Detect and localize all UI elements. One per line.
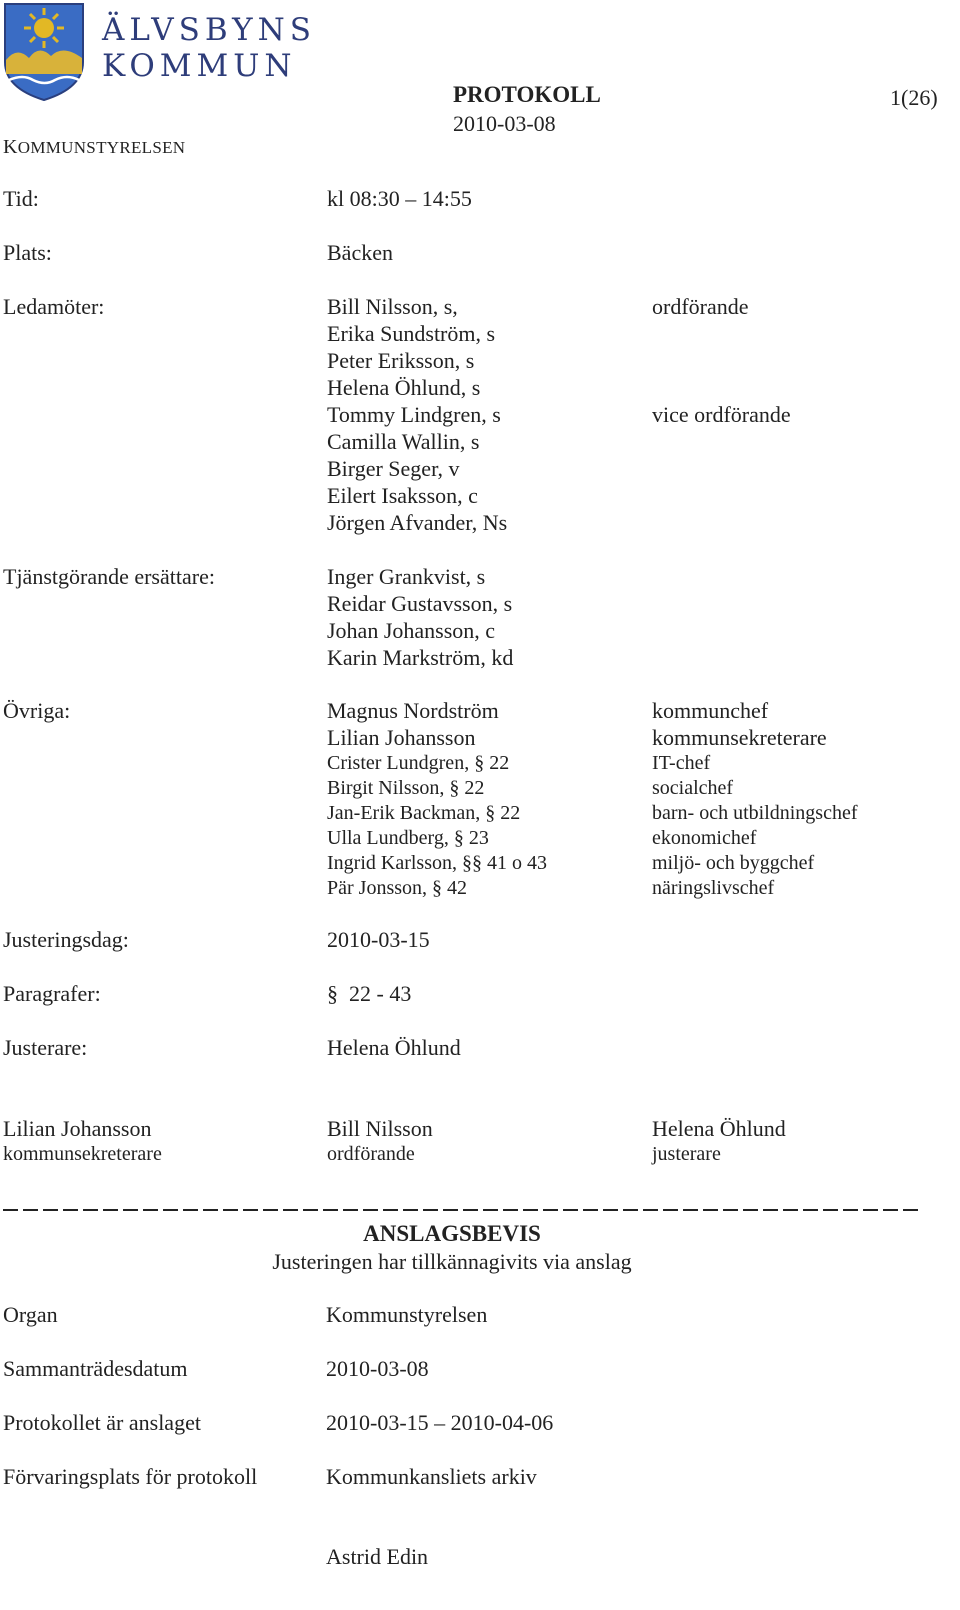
- other-attendee-name: Pär Jonsson, § 42: [327, 877, 468, 899]
- ovriga-label: Övriga:: [3, 698, 71, 723]
- substitute-name: Reidar Gustavsson, s: [327, 591, 513, 616]
- signature-block: [652, 1115, 786, 1167]
- substitute-name: Karin Markström, kd: [327, 645, 514, 670]
- ersattare-list: [327, 563, 513, 671]
- other-attendee-name: Crister Lundgren, § 22: [327, 752, 510, 774]
- anslag-row-value: Kommunkansliets arkiv: [326, 1464, 537, 1489]
- anslag-signer-name: Astrid Edin: [326, 1544, 429, 1569]
- logo-wordmark-line1: ÄLVSBYNS: [102, 12, 316, 48]
- other-attendee-role: socialchef: [652, 777, 734, 799]
- ersattare-label: Tjänstgörande ersättare:: [3, 564, 215, 589]
- municipality-shield-logo: [3, 2, 85, 102]
- member-name: Jörgen Afvander, Ns: [327, 510, 508, 535]
- other-attendee-name: Lilian Johansson: [327, 725, 476, 750]
- ovriga-secondary-roles: [652, 751, 858, 901]
- other-attendee-role: IT-chef: [652, 752, 711, 774]
- page-number: 1(26): [890, 85, 938, 110]
- role-vice-chair: vice ordförande: [652, 402, 791, 427]
- anslag-title: ANSLAGSBEVIS: [363, 1221, 541, 1246]
- document-date: 2010-03-08: [453, 111, 556, 136]
- anslag-row-label: Protokollet är anslaget: [3, 1410, 201, 1435]
- signature-name: Lilian Johansson: [3, 1116, 152, 1141]
- substitute-name: Johan Johansson, c: [327, 618, 496, 643]
- anslag-row-label: Förvaringsplats för protokoll: [3, 1464, 258, 1489]
- signature-role: justerare: [652, 1143, 721, 1165]
- tid-label: Tid:: [3, 186, 39, 211]
- member-name: Peter Eriksson, s: [327, 348, 475, 373]
- member-name: Erika Sundström, s: [327, 321, 496, 346]
- other-attendee-role: kommunsekreterare: [652, 725, 827, 750]
- department-name: KOMMUNSTYRELSEN: [3, 136, 186, 158]
- other-attendee-role: barn- och utbildningschef: [652, 802, 858, 824]
- justeringsdag-value: 2010-03-15: [327, 927, 430, 952]
- justerare-label: Justerare:: [3, 1035, 88, 1060]
- document-title: PROTOKOLL: [453, 82, 601, 107]
- justeringsdag-label: Justeringsdag:: [3, 927, 129, 952]
- signature-role: ordförande: [327, 1143, 415, 1165]
- anslag-row-value: Kommunstyrelsen: [326, 1302, 488, 1327]
- substitute-name: Inger Grankvist, s: [327, 564, 486, 589]
- other-attendee-name: Birgit Nilsson, § 22: [327, 777, 485, 799]
- signature-name: Helena Öhlund: [652, 1116, 786, 1141]
- ledamoter-label: Ledamöter:: [3, 294, 105, 319]
- anslag-row-label: Sammanträdesdatum: [3, 1356, 188, 1381]
- member-name: Bill Nilsson, s,: [327, 294, 458, 319]
- plats-label: Plats:: [3, 240, 52, 265]
- plats-value: Bäcken: [327, 240, 393, 265]
- anslag-row-label: Organ: [3, 1302, 58, 1327]
- role-chair: ordförande: [652, 294, 749, 319]
- other-attendee-name: Ingrid Karlsson, §§ 41 o 43: [327, 852, 547, 874]
- paragrafer-value: § 22 - 43: [327, 981, 412, 1006]
- member-name: Tommy Lindgren, s: [327, 402, 501, 427]
- ovriga-primary-roles: [652, 697, 827, 751]
- signature-block: [3, 1115, 162, 1167]
- ledamoter-list: [327, 293, 507, 536]
- member-name: Helena Öhlund, s: [327, 375, 481, 400]
- logo-wordmark-line2: KOMMUN: [102, 48, 297, 84]
- member-name: Birger Seger, v: [327, 456, 460, 481]
- anslag-row-value: 2010-03-08: [326, 1356, 429, 1381]
- ovriga-primary-names: [327, 697, 499, 751]
- signature-block: [327, 1115, 433, 1167]
- other-attendee-role: kommunchef: [652, 698, 769, 723]
- other-attendee-name: Jan-Erik Backman, § 22: [327, 802, 521, 824]
- anslag-subtitle: Justeringen har tillkännagivits via anslag: [272, 1249, 632, 1274]
- cut-line-divider: [3, 1208, 918, 1212]
- member-name: Eilert Isaksson, c: [327, 483, 478, 508]
- other-attendee-role: näringslivschef: [652, 877, 775, 899]
- tid-value: kl 08:30 – 14:55: [327, 186, 472, 211]
- other-attendee-name: Magnus Nordström: [327, 698, 499, 723]
- justerare-value: Helena Öhlund: [327, 1035, 461, 1060]
- signature-name: Bill Nilsson: [327, 1116, 433, 1141]
- other-attendee-name: Ulla Lundberg, § 23: [327, 827, 489, 849]
- ovriga-secondary-names: [327, 751, 547, 901]
- other-attendee-role: miljö- och byggchef: [652, 852, 815, 874]
- other-attendee-role: ekonomichef: [652, 827, 757, 849]
- paragrafer-label: Paragrafer:: [3, 981, 101, 1006]
- signature-role: kommunsekreterare: [3, 1143, 162, 1165]
- anslag-row-value: 2010-03-15 – 2010-04-06: [326, 1410, 554, 1435]
- member-name: Camilla Wallin, s: [327, 429, 480, 454]
